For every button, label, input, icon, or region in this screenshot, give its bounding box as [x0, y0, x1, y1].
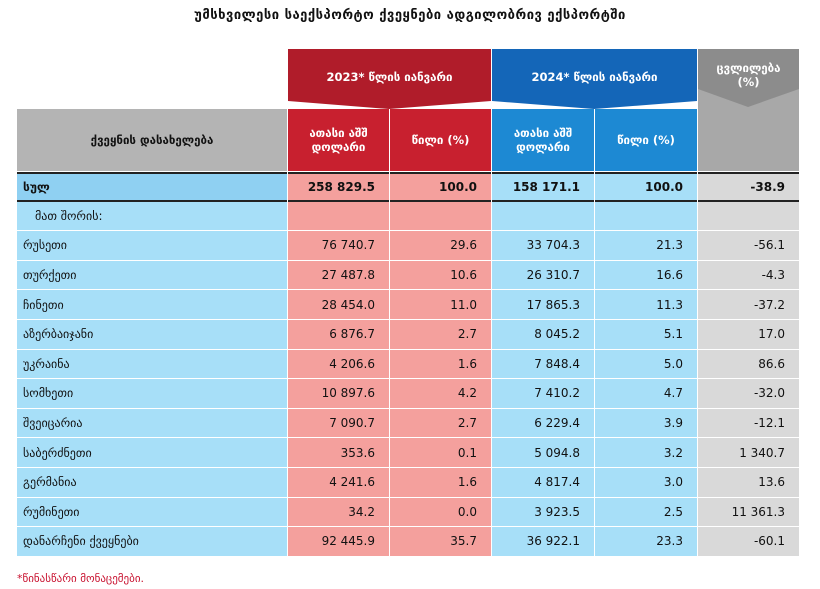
- cell-v2024: 7 848.4: [492, 350, 594, 380]
- cell-change: 13.6: [698, 468, 799, 498]
- cell-change: -4.3: [698, 261, 799, 291]
- cell-s2023: 2.7: [390, 320, 491, 350]
- cell-change: 17.0: [698, 320, 799, 350]
- cell-s2024: 3.2: [595, 438, 697, 468]
- cell-change: -60.1: [698, 527, 799, 557]
- cell-change: -56.1: [698, 231, 799, 261]
- cell-s2023: 0.1: [390, 438, 491, 468]
- cell-change: 11 361.3: [698, 498, 799, 528]
- cell-change: -37.2: [698, 290, 799, 320]
- cell-change: -32.0: [698, 379, 799, 409]
- cell-v2023: 27 487.8: [288, 261, 389, 291]
- cell-v2024: 4 817.4: [492, 468, 594, 498]
- cell-s2024: 2.5: [595, 498, 697, 528]
- cell-s2023: 100.0: [390, 172, 491, 202]
- cell-name: სომხეთი: [17, 379, 287, 409]
- cell-name: დანარჩენი ქვეყნები: [17, 527, 287, 557]
- cell-name: უკრაინა: [17, 350, 287, 380]
- header-2023-value: [288, 109, 389, 171]
- cell-s2023: 2.7: [390, 409, 491, 439]
- footnote: *წინასწარი მონაცემები.: [17, 572, 145, 585]
- cell-change: -12.1: [698, 409, 799, 439]
- cell-v2023: 34.2: [288, 498, 389, 528]
- header-2024-value: [492, 109, 594, 171]
- cell-name: საბერძნეთი: [17, 438, 287, 468]
- cell-s2023: 4.2: [390, 379, 491, 409]
- cell-name: გერმანია: [17, 468, 287, 498]
- cell-s2024: 3.0: [595, 468, 697, 498]
- cell-change: [698, 202, 799, 232]
- header-2024-value-label: ათასი აშშ დოლარი: [513, 126, 573, 154]
- header-2023-share-label: წილი (%): [411, 133, 470, 147]
- cell-change: 86.6: [698, 350, 799, 380]
- cell-s2024: 16.6: [595, 261, 697, 291]
- cell-v2024: 26 310.7: [492, 261, 594, 291]
- cell-v2024: [492, 202, 594, 232]
- cell-name: შვეიცარია: [17, 409, 287, 439]
- cell-v2023: 6 876.7: [288, 320, 389, 350]
- cell-v2024: 17 865.3: [492, 290, 594, 320]
- cell-name: აზერბაიჯანი: [17, 320, 287, 350]
- cell-s2024: 11.3: [595, 290, 697, 320]
- cell-v2023: 353.6: [288, 438, 389, 468]
- cell-v2023: 258 829.5: [288, 172, 389, 202]
- cell-v2024: 8 045.2: [492, 320, 594, 350]
- header-2023-share: [390, 109, 491, 171]
- cell-v2023: 4 241.6: [288, 468, 389, 498]
- header-change: [698, 49, 799, 171]
- cell-s2024: [595, 202, 697, 232]
- cell-s2023: 11.0: [390, 290, 491, 320]
- cell-s2023: 29.6: [390, 231, 491, 261]
- cell-v2024: 6 229.4: [492, 409, 594, 439]
- cell-change: 1 340.7: [698, 438, 799, 468]
- header-country: [17, 109, 287, 171]
- cell-s2023: 35.7: [390, 527, 491, 557]
- header-2023-label: 2023* წლის იანვარი: [326, 70, 453, 84]
- cell-v2024: 3 923.5: [492, 498, 594, 528]
- cell-name: რუმინეთი: [17, 498, 287, 528]
- cell-s2023: 10.6: [390, 261, 491, 291]
- page-title: უმსხვილესი საექსპორტო ქვეყნები ადგილობრივ ექსპორტში: [194, 8, 626, 23]
- cell-v2023: 7 090.7: [288, 409, 389, 439]
- cell-v2024: 158 171.1: [492, 172, 594, 202]
- cell-s2024: 23.3: [595, 527, 697, 557]
- header-2024-band: [492, 49, 697, 109]
- cell-v2023: 76 740.7: [288, 231, 389, 261]
- cell-v2024: 5 094.8: [492, 438, 594, 468]
- header-2024-share-label: წილი (%): [617, 133, 675, 147]
- header-2024-share: [595, 109, 697, 171]
- cell-s2023: 0.0: [390, 498, 491, 528]
- cell-s2023: 1.6: [390, 468, 491, 498]
- cell-v2023: [288, 202, 389, 232]
- cell-v2024: 33 704.3: [492, 231, 594, 261]
- cell-s2023: [390, 202, 491, 232]
- header-2024-label: 2024* წლის იანვარი: [531, 70, 658, 84]
- cell-v2024: 7 410.2: [492, 379, 594, 409]
- header-2023-value-label: ათასი აშშ დოლარი: [309, 126, 368, 154]
- cell-v2023: 4 206.6: [288, 350, 389, 380]
- cell-s2024: 3.9: [595, 409, 697, 439]
- cell-change: -38.9: [698, 172, 799, 202]
- cell-v2023: 10 897.6: [288, 379, 389, 409]
- header-2023-band: [288, 49, 491, 109]
- cell-s2024: 5.1: [595, 320, 697, 350]
- cell-s2024: 5.0: [595, 350, 697, 380]
- cell-s2024: 100.0: [595, 172, 697, 202]
- cell-name: სულ: [17, 172, 287, 202]
- cell-name: რუსეთი: [17, 231, 287, 261]
- cell-name: მათ შორის:: [17, 202, 287, 232]
- cell-v2023: 92 445.9: [288, 527, 389, 557]
- cell-s2024: 4.7: [595, 379, 697, 409]
- cell-s2023: 1.6: [390, 350, 491, 380]
- cell-name: ჩინეთი: [17, 290, 287, 320]
- cell-v2024: 36 922.1: [492, 527, 594, 557]
- cell-name: თურქეთი: [17, 261, 287, 291]
- header-country-label: ქვეყნის დასახელება: [90, 133, 214, 147]
- cell-s2024: 21.3: [595, 231, 697, 261]
- cell-v2023: 28 454.0: [288, 290, 389, 320]
- header-change-label: ცვლილება (%): [716, 61, 781, 89]
